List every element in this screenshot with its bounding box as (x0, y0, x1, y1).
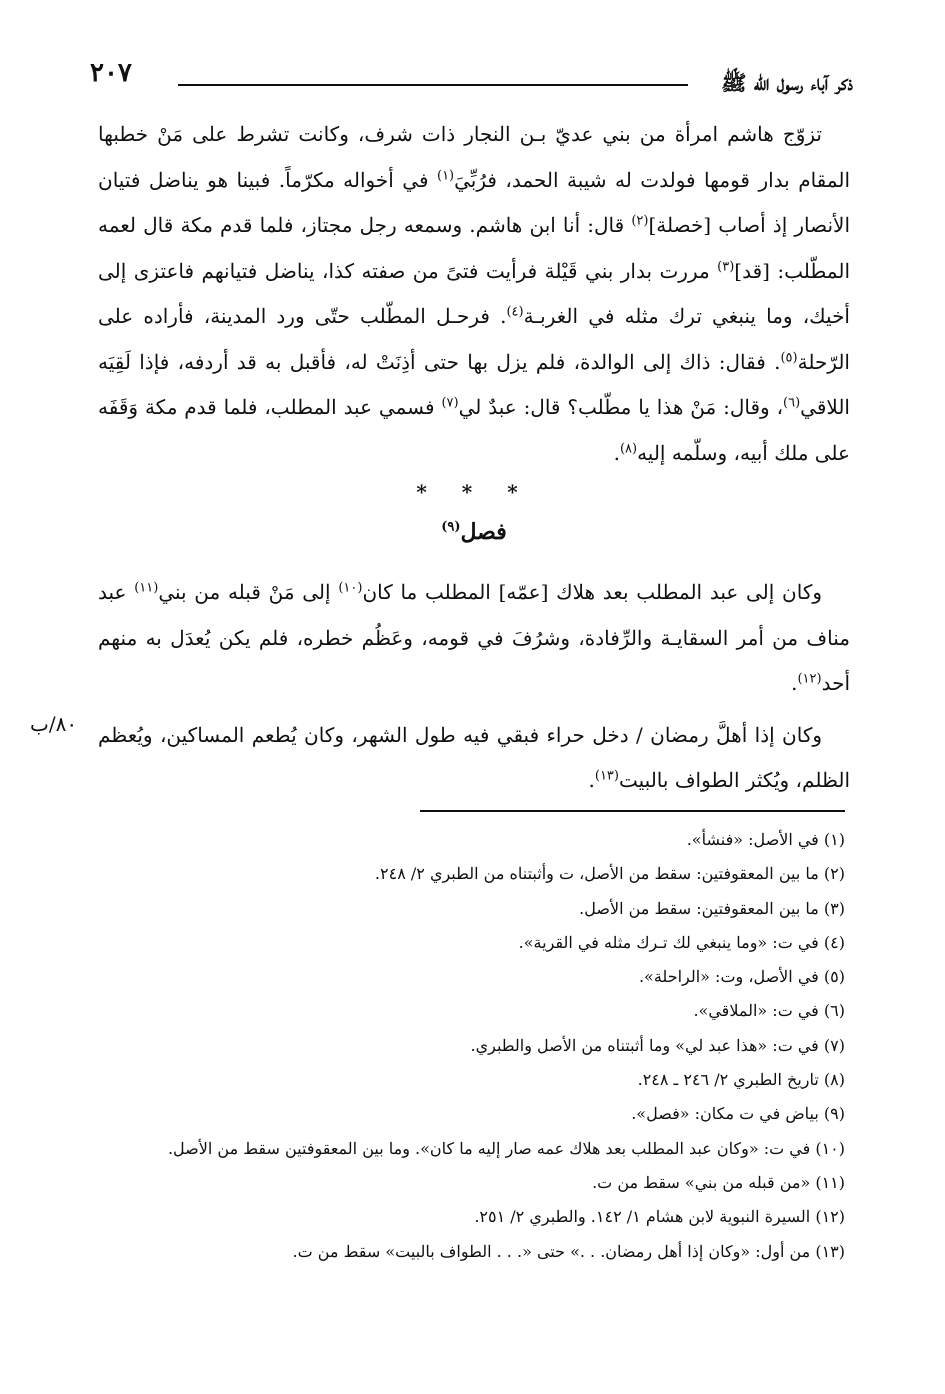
footnote-ref: (٩) (441, 519, 461, 535)
main-text (98, 112, 850, 804)
footnote: (٤) في ت: «وما ينبغي لك تـرك مثله في القرية». (518, 932, 845, 952)
text-run: عبد مناف من أمر السقايـة والرِّفادة، وشرُفَ في قومه، وعَظُم خطره، فلم يكن يُعدَل به منهم أحد (98, 580, 850, 695)
running-header-title: ذكر آباء رسول الله ﷺ (721, 70, 853, 95)
footnote: (١٣) من أول: «وكان إذا أهل رمضان. . .» حتى «. . . الطواف بالبيت» سقط من ت. (292, 1241, 845, 1261)
text-run: في أخواله مكرّماً. فبينا هو يناضل فتيان الأنصار إذ أصاب [خصلة] (98, 167, 851, 237)
footnote: (١) في الأصل: «فنشأ». (686, 830, 845, 849)
footnote: (١٢) السيرة النبوية لابن هشام ١/ ١٤٢. والطبري ٢/ ٢٥١. (474, 1207, 845, 1227)
footnote-rule (420, 810, 845, 812)
text-run: . فقال: ذاك إلى الوالدة، فلم يزل بها حتى أذِنَتْ له، فأقبل به قد أردفه، فإذا لَقِيَه اللاقي (98, 349, 850, 419)
footnote: (٥) في الأصل، وت: «الراحلة». (638, 967, 845, 987)
page-number: ٢٠٧ (90, 58, 132, 88)
text-run: . فرحـل المطّلب حتّى ورد المدينة، فأراده على الرّحلة (98, 304, 850, 374)
section-heading: فصل$^{(٩)}$ (441, 519, 507, 545)
text-run: قال: أنا ابن هاشم. وسمعه رجل مجتاز، فلما قدم مكة قال لعمه المطّلب: [قد] (98, 213, 850, 283)
footnotes (85, 823, 845, 1269)
paragraph-1 (98, 112, 850, 476)
text-run: وكان إلى عبد المطلب بعد هلاك [عمّه] المطلب ما كان (362, 580, 822, 604)
footnote-ref: (١٢) (797, 671, 822, 687)
paragraph-2 (98, 570, 850, 707)
footnote: (١٠) في ت: «وكان عبد المطلب بعد هلاك عمه صار إليه ما كان». وما بين المعقوفتين سقط من الأصل. (167, 1138, 845, 1158)
footnote-ref: (٢) (631, 213, 649, 229)
footnote-ref: (٧) (441, 395, 459, 411)
text-run: . (791, 671, 798, 695)
footnote: (٢) ما بين المعقوفتين: سقط من الأصل، ت وأثبتناه من الطبري ٢/ ٢٤٨. (374, 864, 845, 884)
text-run: تزوّج هاشم امرأة من بني عديّ بـن النجار ذات شرف، وكانت تشرط على مَنْ خطبها المقام بدار قومها فولدت له شيبة الحمد، فرُبِّيَ (98, 122, 850, 192)
footnote-ref: (١١) (134, 580, 159, 596)
footnote: (١١) «من قبله من بني» سقط من ت. (592, 1172, 845, 1192)
manuscript-folio-note: ٨٠/ب (30, 712, 78, 736)
text-run: . (613, 440, 620, 465)
footnote-ref: (٨) (619, 440, 638, 456)
footnote-ref: (٥) (780, 349, 798, 365)
footnote-ref: (٣) (717, 258, 735, 274)
footnote: (٣) ما بين المعقوفتين: سقط من الأصل. (579, 898, 845, 918)
header-rule (178, 84, 688, 86)
footnote-ref: (٦) (783, 395, 801, 411)
text-run: فسمي عبد المطلب، فلما قدم مكة وَقَفَه على ملك أبيه، وسلّمه إليه (98, 395, 850, 465)
footnote-ref: (٤) (506, 304, 524, 320)
section-separator: * * * (416, 480, 532, 504)
text-run: إلى مَنْ قبله من بني (158, 580, 339, 604)
text-run: وكان إذا أهلَّ رمضان / دخل حراء فبقي فيه طول الشهر، وكان يُطعم المساكين، ويُعظم الظلم، ويُكثر الطواف بالبيت (98, 722, 850, 792)
text-run: مررت بدار بني قَيْلة فرأيت فتىً من صفته كذا، يناضل فتيانهم فاعتزى إلى أخيك، وما ينبغي ترك مثله في الغربـة (98, 258, 850, 328)
footnote-ref: (١٣) (594, 768, 619, 784)
paragraph-3 (98, 713, 850, 804)
text-run: ، وقال: مَنْ هذا يا مطّلب؟ قال: عبدٌ لي (458, 395, 784, 419)
footnote: (٧) في ت: «هذا عبد لي» وما أثبتناه من الأصل والطبري. (470, 1035, 845, 1055)
text-run: . (588, 768, 595, 792)
footnote-ref: (١) (436, 167, 455, 183)
footnote-ref: (١٠) (338, 580, 363, 596)
footnote: (٩) بياض في ت مكان: «فصل». (631, 1104, 845, 1124)
footnote: (٦) في ت: «الملاقي». (693, 1001, 845, 1021)
footnote: (٨) تاريخ الطبري ٢/ ٢٤٦ ـ ٢٤٨. (637, 1070, 845, 1090)
